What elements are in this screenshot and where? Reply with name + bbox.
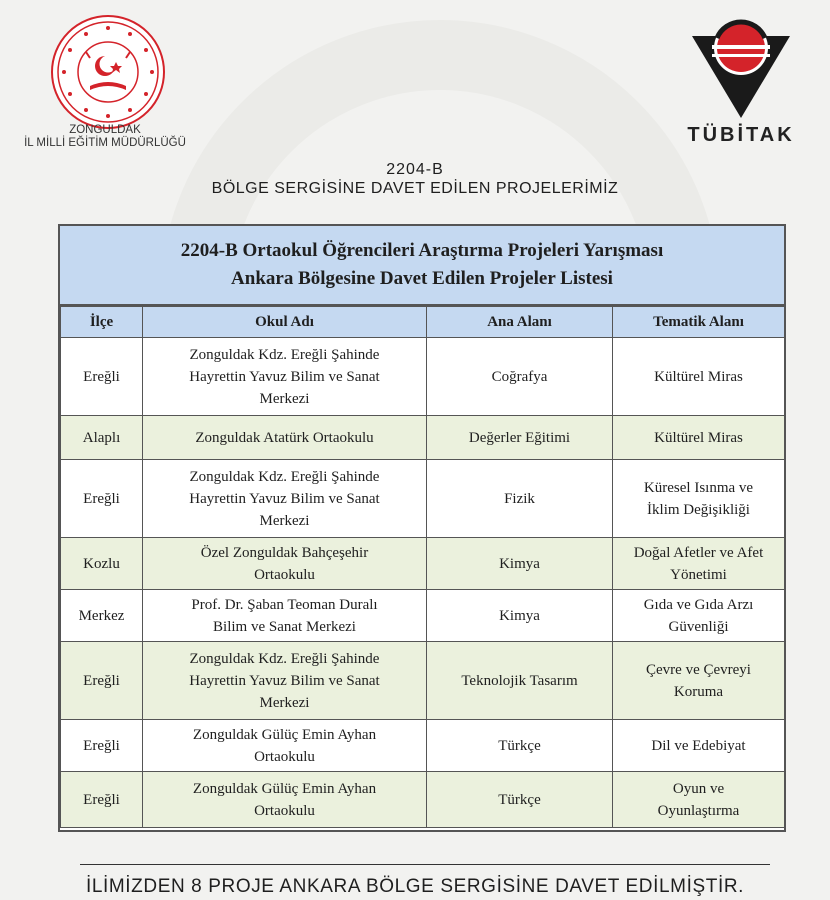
column-header-ana-alani: Ana Alanı xyxy=(427,307,613,338)
table-row xyxy=(61,590,785,642)
cell-okul-adi-line: Zonguldak Kdz. Ereğli Şahinde xyxy=(189,468,380,485)
cell-ilce: Ereğli xyxy=(61,338,143,416)
table-row xyxy=(61,538,785,590)
cell-ana-alani: Coğrafya xyxy=(427,338,613,416)
cell-ilce: Ereğli xyxy=(61,642,143,720)
table-row xyxy=(61,416,785,460)
cell-okul-adi-line: Prof. Dr. Şaban Teoman Duralı xyxy=(191,596,378,613)
cell-okul-adi-line: Ortaokulu xyxy=(254,802,315,819)
cell-okul-adi xyxy=(143,720,427,772)
cell-tematik-alani-line: Kültürel Miras xyxy=(654,368,743,385)
cell-ana-alani: Fizik xyxy=(427,460,613,538)
cell-ilce: Alaplı xyxy=(61,416,143,460)
column-header-ilce: İlçe xyxy=(61,307,143,338)
tubitak-logo-icon xyxy=(688,14,794,120)
cell-tematik-alani xyxy=(613,538,785,590)
page-heading xyxy=(0,160,830,199)
tubitak-wordmark: TÜBİTAK xyxy=(687,124,795,146)
meb-caption-city: ZONGULDAK xyxy=(69,124,141,136)
table-row xyxy=(61,338,785,416)
table-row xyxy=(61,720,785,772)
meb-caption-directorate: İL MİLLİ EĞİTİM MÜDÜRLÜĞÜ xyxy=(24,137,186,149)
cell-ana-alani: Teknolojik Tasarım xyxy=(427,642,613,720)
table-title-line1: 2204-B Ortaokul Öğrencileri Araştırma Projeleri Yarışması xyxy=(180,240,664,261)
column-header-okul-adi: Okul Adı xyxy=(143,307,427,338)
cell-okul-adi-line: Ortaokulu xyxy=(254,566,315,583)
table-title xyxy=(60,226,784,306)
cell-okul-adi xyxy=(143,538,427,590)
cell-okul-adi xyxy=(143,416,427,460)
cell-okul-adi xyxy=(143,642,427,720)
cell-okul-adi-line: Zonguldak Atatürk Ortaokulu xyxy=(195,429,374,446)
table-row xyxy=(61,772,785,828)
cell-okul-adi-line: Zonguldak Gülüç Emin Ayhan xyxy=(192,726,377,743)
cell-tematik-alani-line: Yönetimi xyxy=(670,566,727,583)
cell-tematik-alani-line: Küresel Isınma ve xyxy=(643,479,754,496)
cell-tematik-alani-line: Güvenliği xyxy=(668,618,729,635)
cell-okul-adi-line: Hayrettin Yavuz Bilim ve Sanat xyxy=(189,368,380,385)
cell-okul-adi-line: Hayrettin Yavuz Bilim ve Sanat xyxy=(189,672,380,689)
cell-ana-alani: Türkçe xyxy=(427,720,613,772)
cell-ana-alani: Türkçe xyxy=(427,772,613,828)
table-row xyxy=(61,642,785,720)
cell-okul-adi-line: Merkezi xyxy=(259,390,310,407)
projects-table-container xyxy=(58,224,786,832)
cell-tematik-alani-line: Oyun ve xyxy=(672,780,725,797)
footer-divider xyxy=(80,864,770,865)
heading-title: BÖLGE SERGİSİNE DAVET EDİLEN PROJELERİMİZ xyxy=(211,180,619,197)
cell-okul-adi-line: Hayrettin Yavuz Bilim ve Sanat xyxy=(189,490,380,507)
table-header-row xyxy=(61,307,785,338)
cell-tematik-alani xyxy=(613,460,785,538)
cell-ana-alani: Kimya xyxy=(427,590,613,642)
table-title-line2: Ankara Bölgesine Davet Edilen Projeler Listesi xyxy=(231,268,613,289)
projects-table xyxy=(60,306,785,828)
cell-ilce: Merkez xyxy=(61,590,143,642)
cell-okul-adi xyxy=(143,772,427,828)
cell-okul-adi-line: Bilim ve Sanat Merkezi xyxy=(213,618,356,635)
cell-okul-adi-line: Ortaokulu xyxy=(254,748,315,765)
footer-text: İLİMİZDEN 8 PROJE ANKARA BÖLGE SERGİSİNE DAVET EDİLMİŞTİR. xyxy=(85,876,745,897)
cell-okul-adi xyxy=(143,590,427,642)
meb-caption xyxy=(0,124,210,150)
cell-ana-alani: Kimya xyxy=(427,538,613,590)
cell-tematik-alani xyxy=(613,772,785,828)
cell-okul-adi-line: Zonguldak Gülüç Emin Ayhan xyxy=(192,780,377,797)
cell-tematik-alani-line: Oyunlaştırma xyxy=(657,802,740,819)
cell-tematik-alani-line: Çevre ve Çevreyi xyxy=(646,661,751,678)
cell-okul-adi-line: Özel Zonguldak Bahçeşehir xyxy=(200,544,369,561)
cell-ilce: Ereğli xyxy=(61,720,143,772)
cell-tematik-alani-line: Dil ve Edebiyat xyxy=(651,737,746,754)
meb-seal-icon xyxy=(50,14,166,130)
cell-tematik-alani xyxy=(613,416,785,460)
table-row xyxy=(61,460,785,538)
cell-tematik-alani xyxy=(613,642,785,720)
cell-tematik-alani xyxy=(613,590,785,642)
cell-tematik-alani xyxy=(613,338,785,416)
cell-okul-adi-line: Zonguldak Kdz. Ereğli Şahinde xyxy=(189,346,380,363)
cell-okul-adi xyxy=(143,338,427,416)
cell-tematik-alani-line: Gıda ve Gıda Arzı xyxy=(643,596,754,613)
cell-okul-adi xyxy=(143,460,427,538)
cell-okul-adi-line: Merkezi xyxy=(259,694,310,711)
cell-tematik-alani-line: Koruma xyxy=(673,683,724,700)
cell-ana-alani: Değerler Eğitimi xyxy=(427,416,613,460)
cell-tematik-alani xyxy=(613,720,785,772)
cell-tematik-alani-line: İklim Değişikliği xyxy=(647,501,750,518)
cell-ilce: Kozlu xyxy=(61,538,143,590)
cell-tematik-alani-line: Doğal Afetler ve Afet xyxy=(633,544,764,561)
heading-code: 2204-B xyxy=(386,161,444,178)
cell-okul-adi-line: Merkezi xyxy=(259,512,310,529)
cell-ilce: Ereğli xyxy=(61,460,143,538)
cell-ilce: Ereğli xyxy=(61,772,143,828)
cell-tematik-alani-line: Kültürel Miras xyxy=(654,429,743,446)
cell-okul-adi-line: Zonguldak Kdz. Ereğli Şahinde xyxy=(189,650,380,667)
column-header-tematik-alani: Tematik Alanı xyxy=(613,307,785,338)
